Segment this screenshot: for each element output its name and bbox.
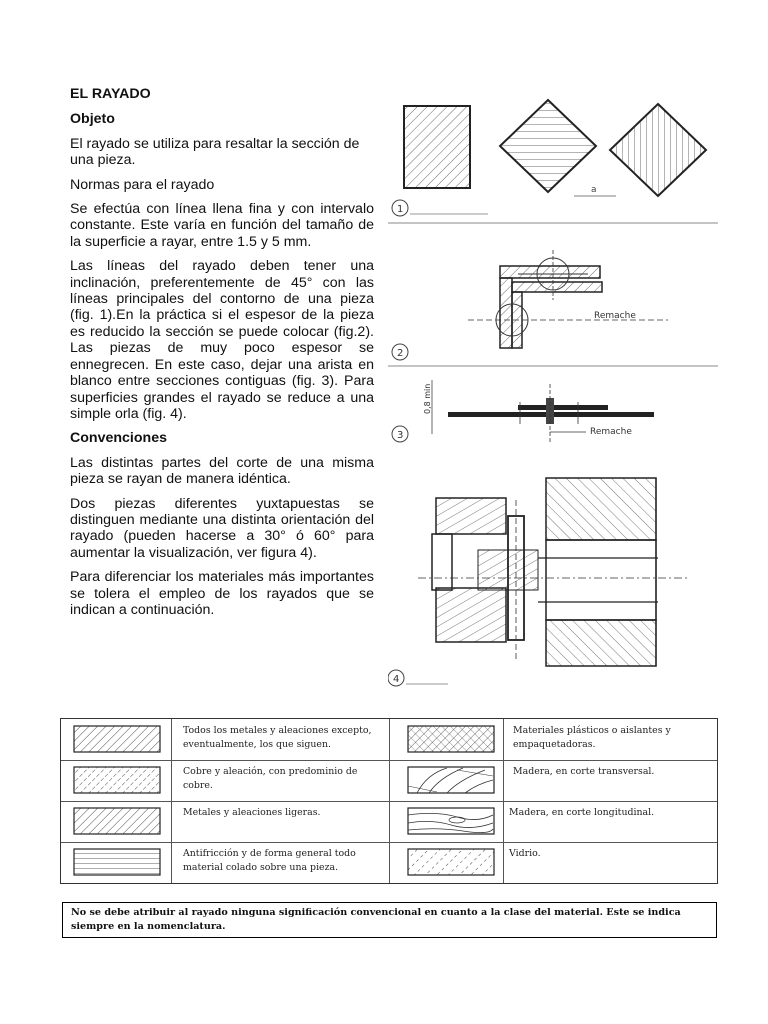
- paragraph-inclinacion: Las líneas del rayado deben tener una inclinación, preferentemente de 45° con las líneas principales del contorno de una pieza (fig. 1).En la práctica si el espesor de la pieza es reducido la sección se puede colocar (fig.2). Las piezas de muy poco espesor se ennegrecen. En este caso, dejar una arista en blanco entre secciones contiguas (fig. 3). Para superficies grandes el rayado se reduce a una simple orla (fig. 4).: [70, 258, 374, 422]
- figure-2: [388, 240, 718, 370]
- materials-table: [60, 718, 718, 884]
- fig2-label: Remache: [594, 311, 636, 321]
- fig3-label: Remache: [590, 427, 632, 437]
- figure-4: [388, 470, 718, 692]
- figure-3: [388, 374, 718, 450]
- paragraph-objeto: El rayado se utiliza para resaltar la sección de una pieza.: [70, 135, 360, 169]
- material-label: Todos los metales y aleaciones excepto, eventualmente, los que siguen.: [183, 725, 372, 750]
- objeto-heading: Objeto: [70, 111, 115, 128]
- materials-row: [61, 801, 717, 843]
- swatch-antifriccion: [73, 848, 161, 876]
- material-label: Antifricción y de forma general todo material colado sobre una pieza.: [183, 848, 356, 873]
- fig2-number: 2: [397, 348, 404, 359]
- paragraph-piezas: Dos piezas diferentes yuxtapuestas se distinguen mediante una distinta orientación del rayado (pueden hacerse a 30° ó 60° para aumentar la visualización, ver figura 4).: [70, 495, 374, 561]
- material-label: Materiales plásticos o aislantes y empaquetadoras.: [513, 725, 671, 750]
- materials-row: [61, 760, 717, 802]
- figure-1: [388, 96, 718, 226]
- fig3-dim: 0,8 min: [423, 383, 432, 414]
- text-column: [70, 86, 374, 626]
- fig1-number: 1: [397, 204, 404, 215]
- fig1-diamond-horizontal: [500, 100, 596, 192]
- swatch-cobre: [73, 766, 161, 794]
- swatch-vidrio: [407, 848, 495, 876]
- materials-row: [61, 842, 717, 883]
- paragraph-partes: Las distintas partes del corte de una misma pieza se rayan de manera idéntica.: [70, 454, 374, 488]
- swatch-plasticos: [407, 725, 495, 753]
- material-label: Madera, en corte transversal.: [513, 766, 655, 777]
- paragraph-materiales: Para diferenciar los materiales más importantes se tolera el empleo de los rayados que se indican a continuación.: [70, 569, 374, 618]
- fig1-rectangle: [404, 106, 470, 188]
- fig3-number: 3: [397, 430, 404, 441]
- swatch-metales: [73, 725, 161, 753]
- material-label: Vidrio.: [509, 848, 541, 859]
- swatch-ligeras: [73, 807, 161, 835]
- page-title: EL RAYADO: [70, 86, 151, 102]
- convenciones-heading: Convenciones: [70, 430, 167, 447]
- swatch-madera-transversal: [407, 766, 495, 794]
- fig4-number: 4: [393, 674, 400, 685]
- fig1-label: a: [591, 185, 597, 195]
- materials-row: [61, 719, 717, 761]
- material-label: Metales y aleaciones ligeras.: [183, 807, 321, 818]
- material-label: Cobre y aleación, con predominio de cobre.: [183, 766, 358, 791]
- paragraph-normas: Normas para el rayado: [70, 176, 215, 193]
- paragraph-intervalo: Se efectúa con línea llena fina y con intervalo constante. Este varía en función del tamaño de la superficie a rayar, entre 1.5 y 5 mm.: [70, 201, 374, 250]
- note-box: No se debe atribuir al rayado ninguna significación convencional en cuanto a la clase del material. Este se indica siempre en la nomenclatura.: [62, 902, 717, 938]
- swatch-madera-longitudinal: [407, 807, 495, 835]
- material-label: Madera, en corte longitudinal.: [509, 807, 655, 818]
- fig1-diamond-vertical: [610, 104, 706, 196]
